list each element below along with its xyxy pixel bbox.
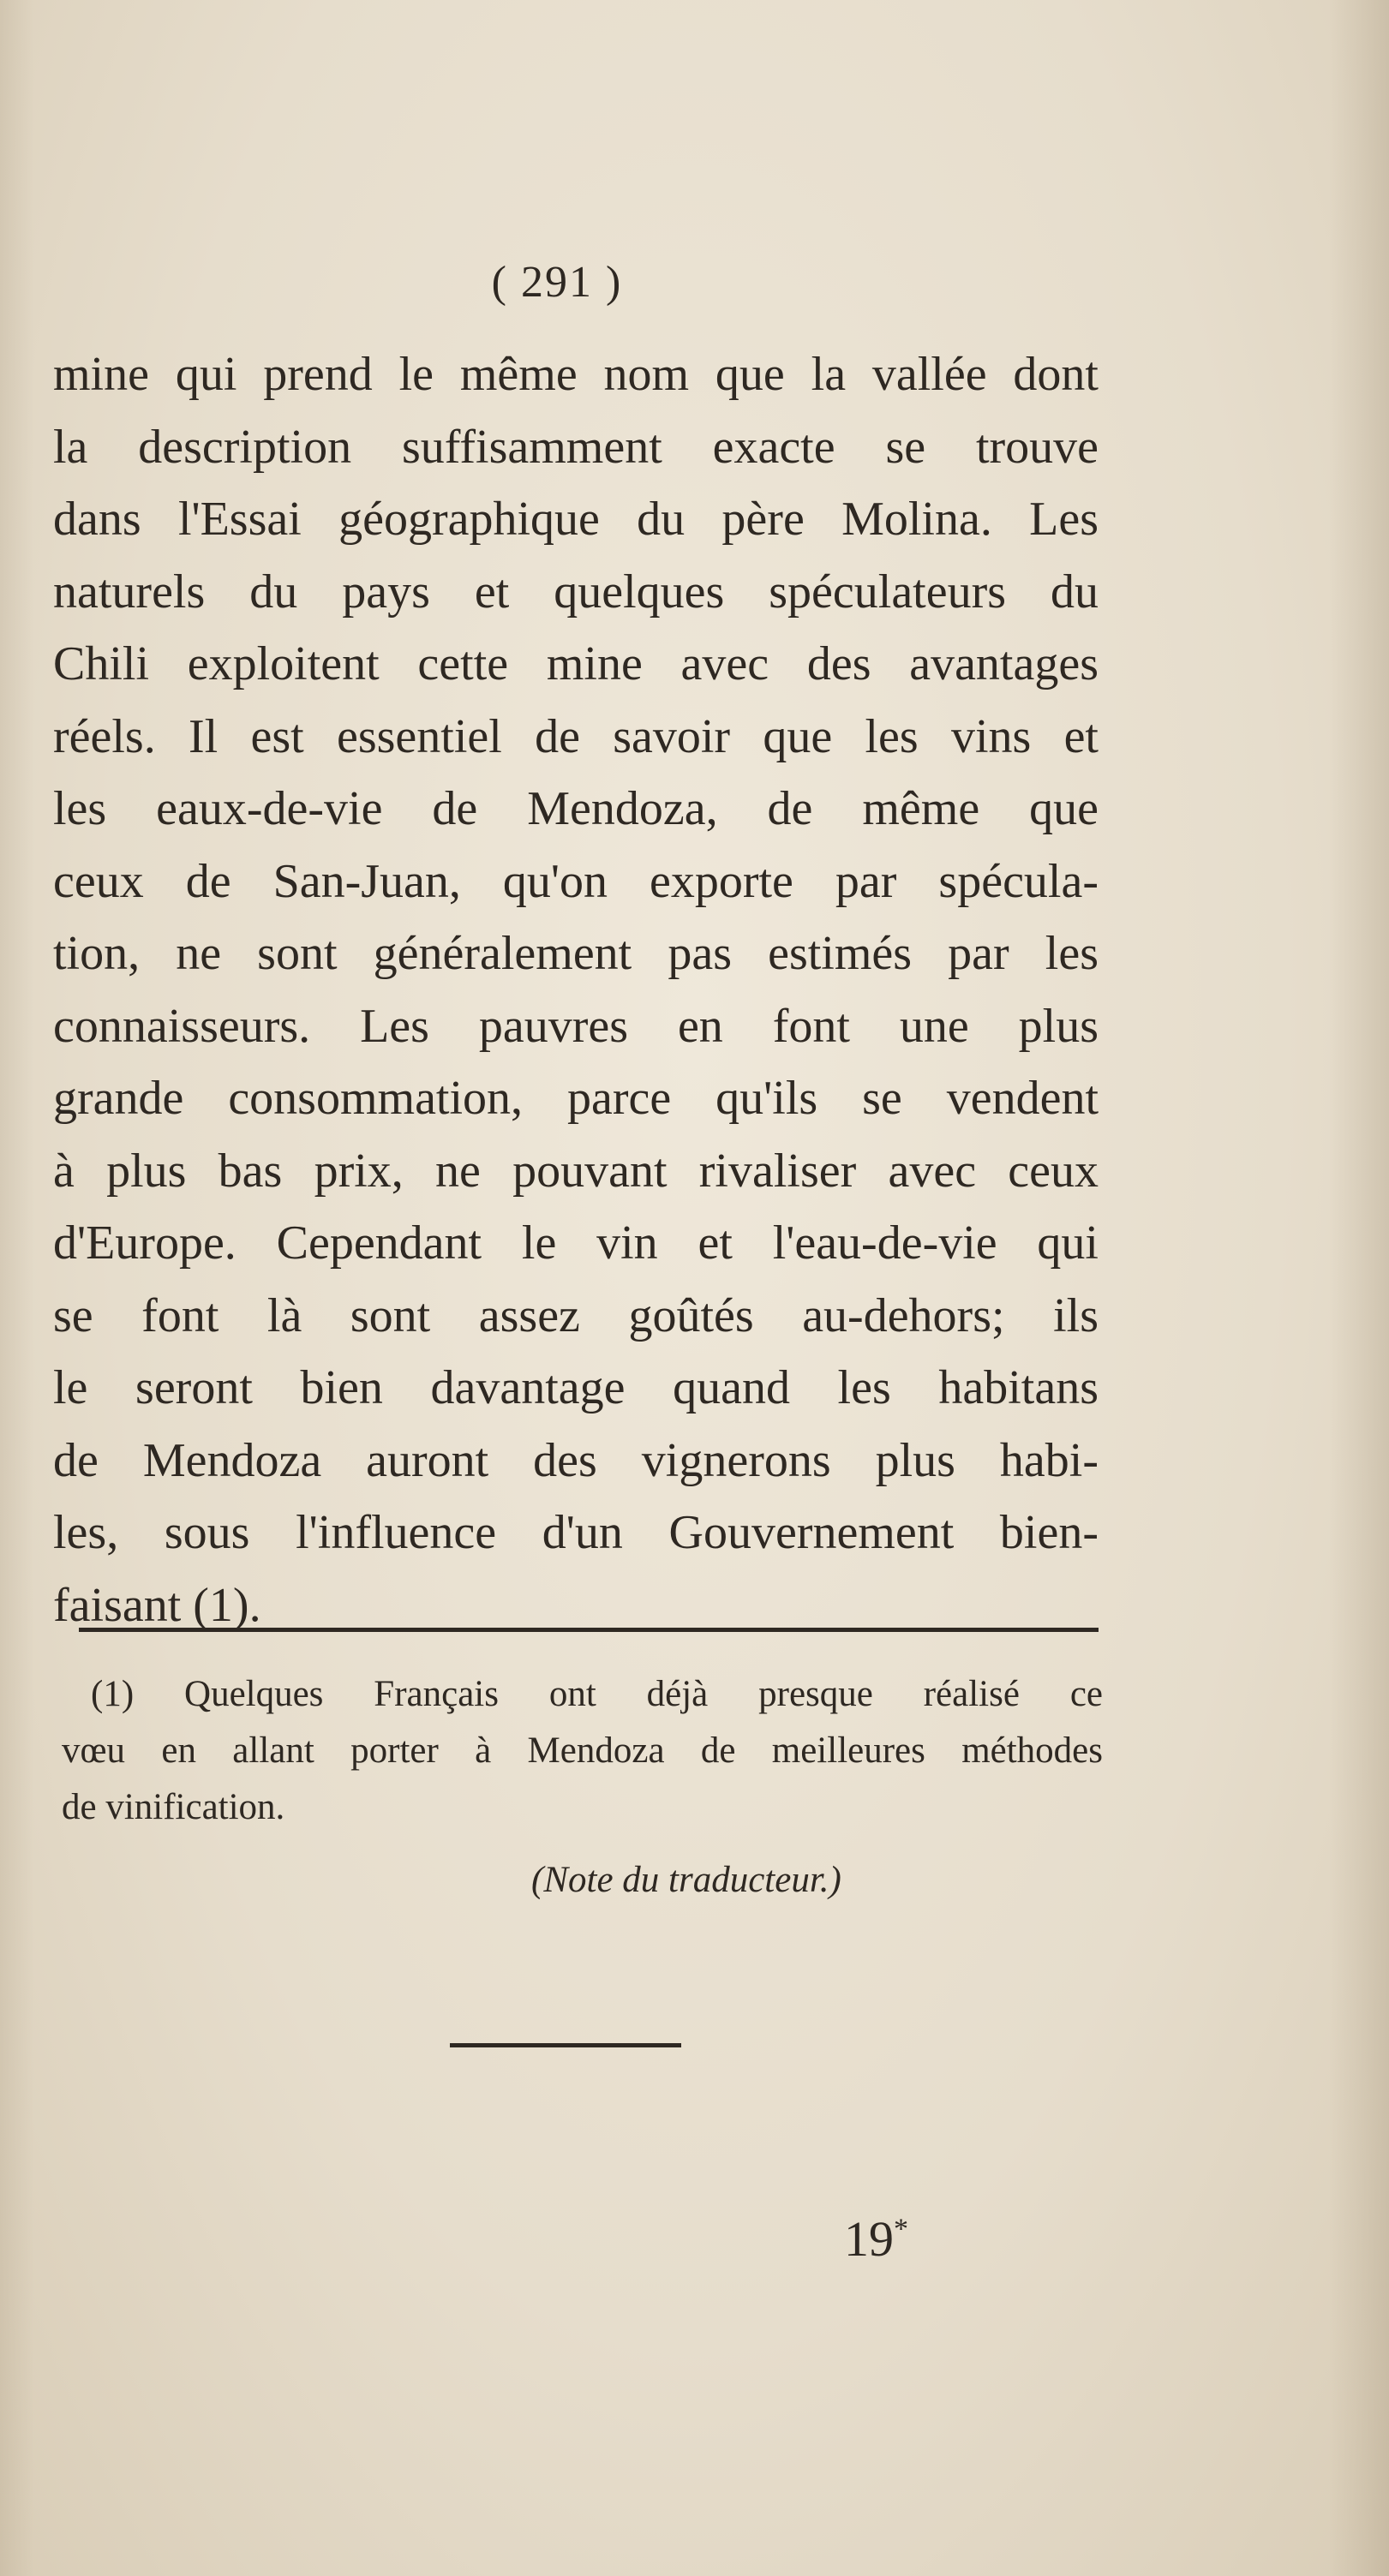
footnote-attribution: (Note du traducteur.)	[531, 1860, 841, 1900]
body-line: grande consommation, parce qu'ils se vendent	[53, 1072, 1099, 1125]
body-text	[53, 338, 1099, 1641]
body-line: se font là sont assez goûtés au-dehors; ils	[53, 1288, 1099, 1342]
body-line: Chili exploitent cette mine avec des avantages	[53, 637, 1099, 690]
signature-mark	[844, 2210, 908, 2268]
footnote	[62, 1666, 1103, 1836]
body-line: réels. Il est essentiel de savoir que les vins et	[53, 709, 1099, 763]
section-end-rule	[450, 2043, 681, 2047]
body-line: tion, ne sont généralement pas estimés par les	[53, 927, 1099, 980]
signature-number: 19	[844, 2211, 894, 2267]
body-line: de Mendoza auront des vignerons plus habi-	[53, 1433, 1099, 1487]
footnote-separator	[79, 1628, 1099, 1632]
body-line: à plus bas prix, ne pouvant rivaliser avec ceux	[53, 1144, 1099, 1198]
body-line: naturels du pays et quelques spéculateurs du	[53, 565, 1099, 619]
body-line: les eaux-de-vie de Mendoza, de même que	[53, 782, 1099, 835]
footnote-line: (1) Quelques Français ont déjà presque réalisé ce	[91, 1674, 1103, 1714]
page-edge-shadow-left	[0, 0, 34, 2576]
body-line: dans l'Essai géographique du père Molina. Les	[53, 493, 1099, 546]
body-line: d'Europe. Cependant le vin et l'eau-de-vie qui	[53, 1216, 1099, 1270]
footnote-line: de vinification.	[62, 1787, 285, 1827]
page-edge-shadow-right	[1329, 0, 1389, 2576]
body-line: la description suffisamment exacte se trouve	[53, 420, 1099, 474]
body-line: faisant (1).	[53, 1578, 261, 1632]
signature-star: *	[894, 2213, 908, 2245]
body-line: les, sous l'influence d'un Gouvernement bien-	[53, 1506, 1099, 1559]
page-number: ( 291 )	[491, 258, 623, 307]
body-line: connaisseurs. Les pauvres en font une plus	[53, 999, 1099, 1053]
body-line: ceux de San-Juan, qu'on exporte par spécula-	[53, 854, 1099, 908]
body-line: mine qui prend le même nom que la vallée dont	[53, 348, 1099, 401]
footnote-line: vœu en allant porter à Mendoza de meilleures méthodes	[62, 1730, 1103, 1771]
body-line: le seront bien davantage quand les habitans	[53, 1361, 1099, 1414]
